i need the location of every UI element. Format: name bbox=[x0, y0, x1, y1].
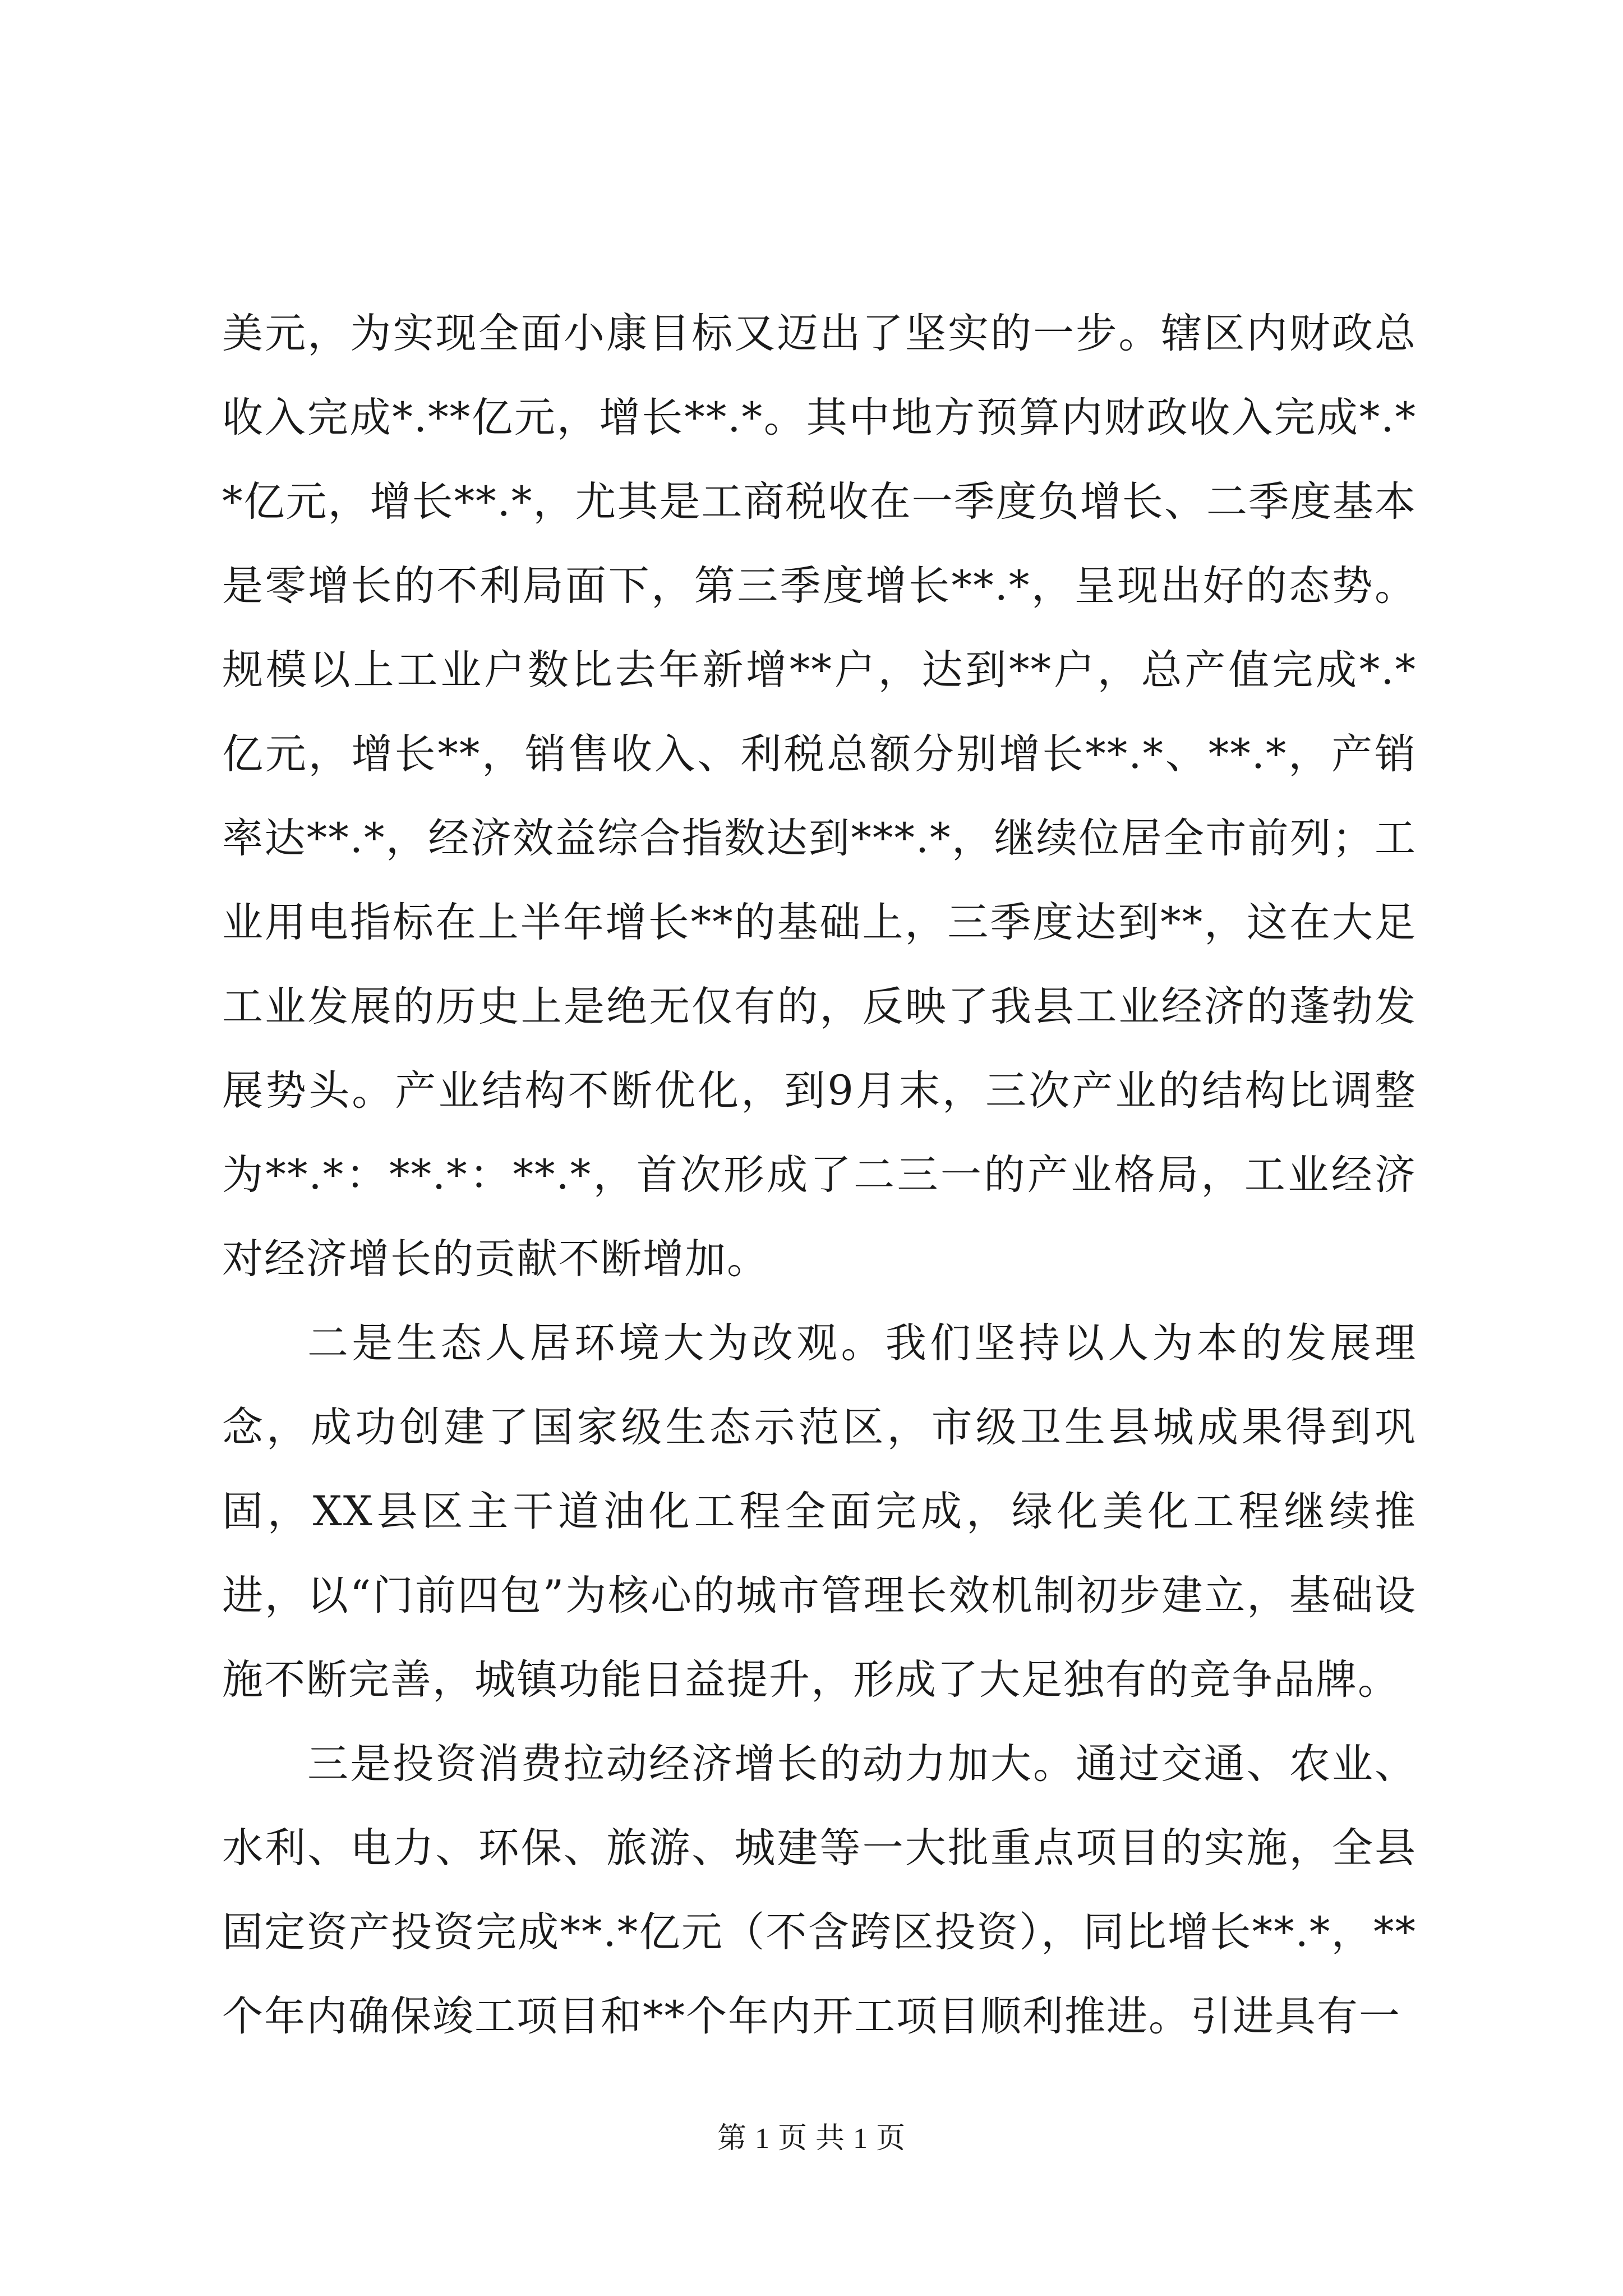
page-number-footer: 第 1 页 共 1 页 bbox=[717, 2123, 906, 2155]
paragraph-fiscal-industry: 美元，为实现全面小康目标又迈出了坚实的一步。辖区内财政总收入完成*.**亿元，增长**.*。其中地方预算内财政收入完成*.**亿元，增长**.*，尤其是工商税收在一季度负增长、二季度基本是零增长的不利局面下，第三季度增长**.*，呈现出好的态势。规模以上工业户数比去年新增**户，达到**户，总产值完成*.*亿元，增长**，销售收入、利税总额分别增长**.*、**.*，产销率达**.*，经济效益综合指数达到***.*，继续位居全市前列；工业用电指标在上半年增长**的基础上，三季度达到**，这在大足工业发展的历史上是绝无仅有的，反映了我县工业经济的蓬勃发展势头。产业结构不断优化，到9月末，三次产业的结构比调整为**.*：**.*：**.*，首次形成了二三一的产业格局，工业经济对经济增长的贡献不断增加。 bbox=[222, 310, 1417, 1283]
paragraph-ecology-environment: 二是生态人居环境大为改观。我们坚持以人为本的发展理念，成功创建了国家级生态示范区，市级卫生县城成果得到巩固，XX县区主干道油化工程全面完成，绿化美化工程继续推进，以“门前四包”为核心的城市管理长效机制初步建立，基础设施不断完善，城镇功能日益提升，形成了大足独有的竞争品牌。 bbox=[222, 1319, 1417, 1704]
document-body bbox=[222, 292, 1417, 2059]
paragraph-investment-consumption: 三是投资消费拉动经济增长的动力加大。通过交通、农业、水利、电力、环保、旅游、城建等一大批重点项目的实施，全县固定资产投资完成**.*亿元（不含跨区投资），同比增长**.*，**个年内确保竣工项目和**个年内开工项目顺利推进。引进具有一 bbox=[222, 1740, 1417, 2040]
